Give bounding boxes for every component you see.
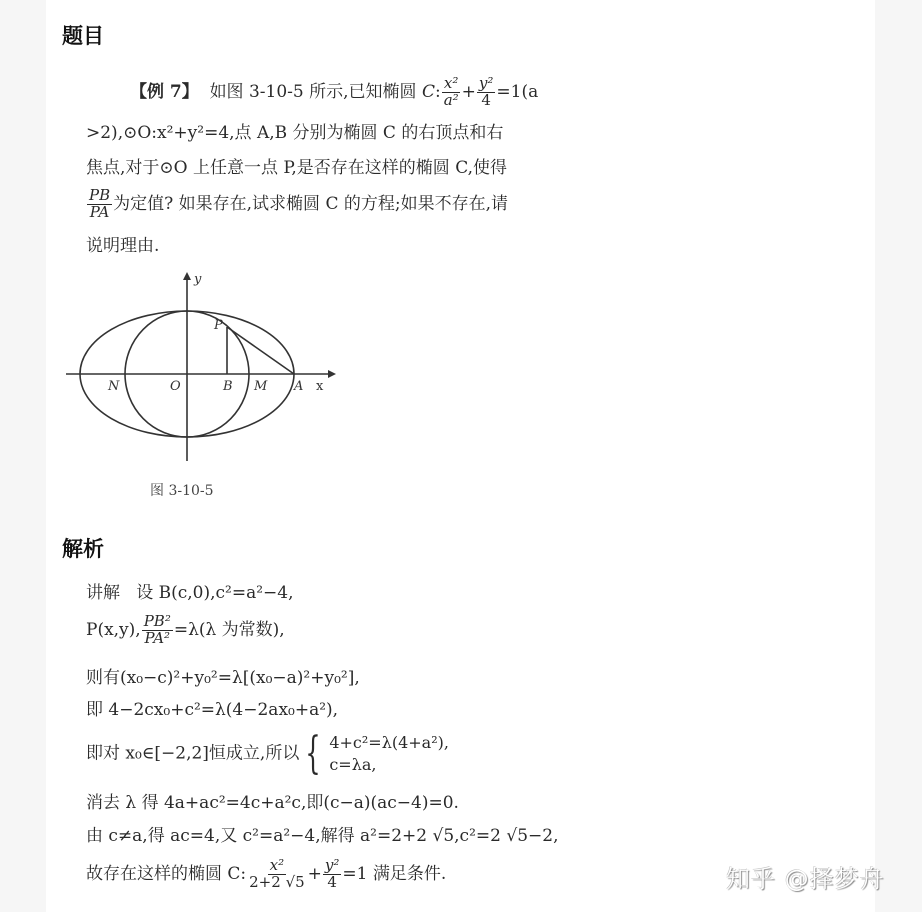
solution-heading: 解析 (62, 537, 104, 561)
problem-line-2: >2),⊙O:x²+y²=4,点 A,B 分别为椭圆 C 的右顶点和右 (86, 123, 504, 143)
point-o-label: O (170, 379, 181, 394)
point-p-label: P (214, 318, 223, 333)
solution-line-5: 即对 x₀∈[−2,2]恒成立,所以 { 4+c²=λ(4+a²), c=λa, (86, 728, 449, 779)
ellipse-circle-figure (60, 266, 360, 466)
solution-line-4: 即 4−2cx₀+c²=λ(4−2ax₀+a²), (86, 700, 339, 720)
problem-line-5: 说明理由. (86, 236, 160, 256)
solution-line-7: 由 c≠a,得 ac=4,又 c²=a²−4,解得 a²=2+2 √5,c²=2 √5−2, (86, 826, 559, 846)
article-page (46, 0, 875, 912)
solution-line-6: 消去 λ 得 4a+ac²=4c+a²c,即(c−a)(ac−4)=0. (86, 793, 459, 813)
example-label: 【例 7】 (130, 81, 199, 102)
fraction: $\frac{\text{x²}}{2+2 √5}$ (249, 856, 305, 891)
point-b-label: B (223, 379, 233, 394)
figure-caption: 图 3-10-5 (150, 483, 214, 499)
fraction: $\frac{\text{PB²}}{\text{PA²}}$ (143, 612, 171, 647)
y-label: y (194, 272, 202, 287)
solution-line-3: 则有(x₀−c)²+y₀²=λ[(x₀−a)²+y₀²], (86, 668, 360, 688)
point-a-label: A (294, 379, 304, 394)
solution-line-2: P(x,y), $\frac{\text{PB²}}{\text{PA²}}$ =λ(λ 为常数), (86, 612, 285, 647)
problem-line-1: 【例 7】 如图 3-10-5 所示,已知椭圆 C: $\frac{\text{x²}}{\text{a²}}$ + $\frac{\text{y²}}{4}$ =1(a (130, 74, 539, 109)
x-label: x (316, 379, 324, 394)
solution-line-1: 讲解 设 B(c,0),c²=a²−4, (86, 583, 294, 603)
fraction: $\frac{\text{x²}}{\text{a²}}$ (443, 74, 459, 109)
point-m-label: M (254, 379, 268, 394)
fraction: $\frac{\text{y²}}{4}$ (324, 856, 340, 891)
problem-line-3: 焦点,对于⊙O 上任意一点 P,是否存在这样的椭圆 C,使得 (86, 158, 507, 178)
zhihu-watermark: 知乎 @择梦舟 (726, 865, 885, 893)
equation-system: { 4+c²=λ(4+a²), c=λa, (305, 728, 449, 779)
fraction: $\frac{\text{y²}}{4}$ (478, 74, 494, 109)
problem-line-4: $\frac{PB}{PA}$ 为定值? 如果存在,试求椭圆 C 的方程;如果不存在,请 (89, 186, 508, 221)
point-n-label: N (108, 379, 120, 394)
problem-heading: 题目 (62, 24, 104, 48)
ratio-fraction: $\frac{PB}{PA}$ (89, 186, 111, 221)
solution-line-8: 故存在这样的椭圆 C: $\frac{\text{x²}}{2+2 √5}$ + $\frac{\text{y²}}{4}$ =1 满足条件. (86, 856, 447, 891)
